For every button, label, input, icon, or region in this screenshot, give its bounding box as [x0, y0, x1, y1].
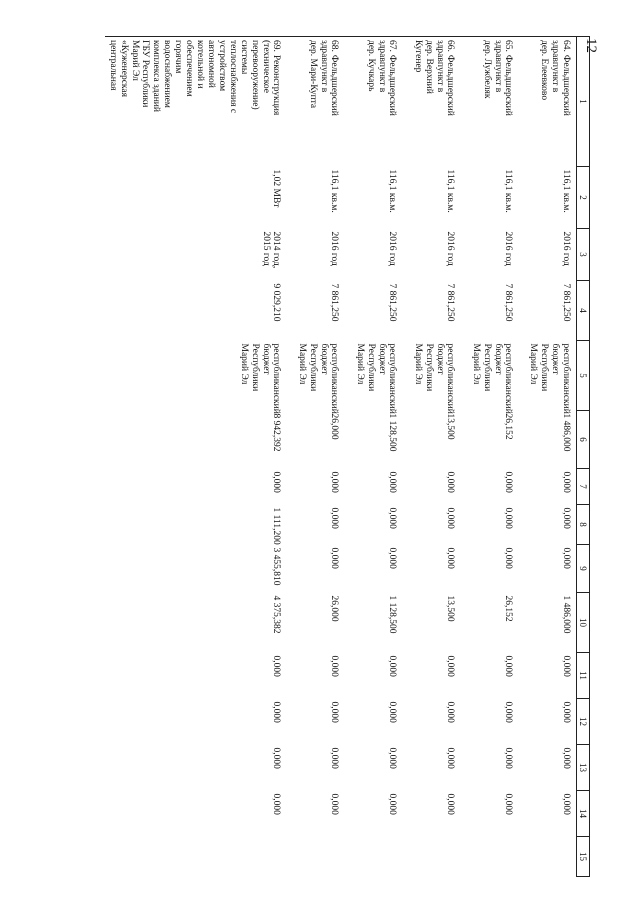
object-name-line: горячим [173, 40, 184, 74]
object-name-line: обеспечением [184, 40, 195, 97]
amount-c12 [287, 653, 345, 699]
object-name-line: Фельдшерский [561, 54, 571, 116]
object-name-line: котельной и [195, 40, 206, 89]
amount-value: 0,000 [387, 655, 398, 677]
table-row [519, 37, 577, 877]
column-number-13: 13 [577, 745, 590, 791]
cost-cell-value: 7 861,250 [387, 283, 398, 322]
funding-source-line: Марий Эл [470, 343, 481, 385]
cost-cell-value: 7 861,250 [503, 283, 514, 322]
period-cell-value: 2016 год [503, 231, 514, 266]
amount-c14 [105, 745, 287, 791]
amount-value: 0,000 [445, 471, 456, 493]
object-name-line: теплоснабжения с [227, 40, 238, 114]
object-name-cell [519, 37, 577, 167]
object-name-line: здравпункт в [376, 40, 387, 93]
amount-c9 [519, 505, 577, 545]
capacity-cell-value: 116,1 кв.м. [387, 169, 398, 213]
funding-source-line: Республики [539, 343, 550, 392]
amount-c8 [287, 469, 345, 505]
funding-source-line: бюджет [318, 343, 329, 375]
column-number-7: 7 [577, 469, 590, 505]
object-name-cell [461, 37, 519, 167]
period-cell [105, 229, 287, 281]
amount-value: 3 455,810 [271, 547, 282, 586]
table-row [403, 37, 461, 877]
amount-c7 [105, 411, 287, 469]
funding-source-line: бюджет [550, 343, 561, 375]
amount-c7 [287, 411, 345, 469]
column-number-1: 1 [577, 37, 590, 167]
cost-cell-value: 7 861,250 [445, 283, 456, 322]
amount-value: 0,000 [503, 507, 514, 529]
amount-c13 [519, 699, 577, 745]
page-number: 12 [583, 38, 599, 53]
amount-value: 0,000 [271, 471, 282, 493]
object-name-line: здравпункт в [550, 40, 561, 93]
amount-value: 0,000 [271, 701, 282, 723]
object-name-line: системы [238, 40, 249, 75]
amount-c11 [519, 593, 577, 653]
amount-value: 0,000 [387, 701, 398, 723]
row-number: 67. [387, 40, 398, 52]
amount-value: 0,000 [329, 471, 340, 493]
amount-c15 [345, 791, 403, 837]
amount-c9 [403, 505, 461, 545]
table-row [287, 37, 345, 877]
amount-c14 [461, 745, 519, 791]
amount-c10 [345, 545, 403, 593]
object-name-line: Фельдшерский [445, 54, 456, 116]
amount-c13 [105, 699, 287, 745]
column-number-10: 10 [577, 593, 590, 653]
amount-value: 0,000 [387, 793, 398, 815]
amount-value: 0,000 [271, 747, 282, 769]
capacity-cell-value: 116,1 кв.м. [561, 169, 571, 213]
amount-c15 [287, 791, 345, 837]
amount-value: 0,000 [329, 747, 340, 769]
table-row [105, 37, 287, 877]
amount-c13 [287, 699, 345, 745]
object-name-line: автономной [205, 40, 216, 88]
funding-source-line: республиканский [561, 343, 571, 414]
object-name-line: Кугенер [412, 40, 423, 73]
object-name-line: (техническое [260, 40, 271, 93]
amount-c15 [519, 791, 577, 837]
period-cell [345, 229, 403, 281]
amount-c13 [403, 699, 461, 745]
cost-cell [461, 281, 519, 341]
cost-cell [519, 281, 577, 341]
object-name-line: Марий Эл [129, 40, 140, 81]
amount-value: 0,000 [329, 547, 340, 569]
cost-cell-value: 7 861,250 [561, 283, 571, 322]
object-name-line: центральная [107, 40, 118, 91]
amount-value: 1 486,000 [561, 595, 571, 634]
amount-c15 [403, 791, 461, 837]
object-name-line: комплекса зданий [151, 40, 162, 112]
budget-table [105, 36, 590, 877]
funding-source-line: республиканский [271, 343, 282, 414]
capacity-cell [287, 167, 345, 229]
funding-source-cell [105, 341, 287, 414]
amount-value: 1 486,000 [561, 413, 571, 452]
object-name-line: ГБУ Республики [140, 40, 151, 108]
amount-value: 8 942,392 [271, 413, 282, 452]
object-name-line: Фельдшерский [387, 54, 398, 116]
amount-value: 0,000 [271, 793, 282, 815]
funding-source-line: Марий Эл [354, 343, 365, 385]
amount-value: 0,000 [503, 547, 514, 569]
capacity-cell-value: 1,02 МВт [271, 169, 282, 208]
funding-source-line: Республики [307, 343, 318, 392]
amount-value: 26,000 [329, 595, 340, 622]
amount-c14 [519, 745, 577, 791]
column-number-8: 8 [577, 505, 590, 545]
amount-c12 [403, 653, 461, 699]
amount-c8 [403, 469, 461, 505]
period-cell-value: 2016 год [445, 231, 456, 266]
capacity-cell [105, 167, 287, 229]
funding-source-cell [287, 341, 345, 414]
amount-c12 [461, 653, 519, 699]
amount-c8 [461, 469, 519, 505]
column-number-4: 4 [577, 281, 590, 341]
amount-c12 [519, 653, 577, 699]
column-number-3: 3 [577, 229, 590, 281]
amount-c13 [461, 699, 519, 745]
amount-c8 [519, 469, 577, 505]
amount-c12 [345, 653, 403, 699]
object-name-cell [345, 37, 403, 167]
row-number: 69. [271, 40, 282, 52]
amount-c15 [461, 791, 519, 837]
amount-value: 1 128,500 [387, 595, 398, 634]
amount-c12 [105, 653, 287, 699]
column-number-15: 15 [577, 837, 590, 877]
table-row [461, 37, 519, 877]
amount-value: 26,000 [329, 413, 340, 440]
amount-c9 [345, 505, 403, 545]
capacity-cell [345, 167, 403, 229]
cost-cell-value: 7 861,250 [329, 283, 340, 322]
cost-cell [287, 281, 345, 341]
object-name-cell [403, 37, 461, 167]
object-name-cell [287, 37, 345, 167]
table-body [105, 37, 577, 877]
object-name-line: Фельдшерский [503, 54, 514, 116]
capacity-cell-value: 116,1 кв.м. [329, 169, 340, 213]
amount-value: 26,152 [503, 595, 514, 622]
row-number: 64. [561, 40, 571, 52]
capacity-cell [519, 167, 577, 229]
amount-c14 [345, 745, 403, 791]
funding-source-line: Республики [365, 343, 376, 392]
amount-c14 [287, 745, 345, 791]
funding-source-cell [403, 341, 461, 414]
object-name-line: Фельдшерский [329, 54, 340, 116]
amount-value: 13,500 [445, 413, 456, 440]
funding-source-line: республиканский [387, 343, 398, 414]
object-name-line: здравпункт в [318, 40, 329, 93]
amount-value: 0,000 [445, 701, 456, 723]
amount-c8 [105, 469, 287, 505]
amount-value: 13,500 [445, 595, 456, 622]
amount-value: 0,000 [503, 793, 514, 815]
document-sheet [107, 36, 590, 876]
period-cell-value: 2016 год [561, 231, 571, 266]
amount-value: 0,000 [445, 747, 456, 769]
column-number-6: 6 [577, 411, 590, 469]
amount-value: 0,000 [445, 507, 456, 529]
funding-source-line: Марий Эл [528, 343, 539, 385]
amount-c10 [461, 545, 519, 593]
period-cell [461, 229, 519, 281]
object-name-line: здравпункт в [492, 40, 503, 93]
amount-value: 0,000 [561, 655, 571, 677]
amount-value: 0,000 [329, 793, 340, 815]
amount-value: 0,000 [503, 701, 514, 723]
object-name-line: дер. Верхний [423, 40, 434, 94]
funding-source-line: бюджет [492, 343, 503, 375]
column-number-12: 12 [577, 699, 590, 745]
cost-cell [345, 281, 403, 341]
column-number-row [577, 37, 590, 877]
amount-value: 0,000 [445, 793, 456, 815]
funding-source-line: бюджет [434, 343, 445, 375]
funding-source-cell [519, 341, 577, 414]
amount-c11 [287, 593, 345, 653]
amount-c10 [403, 545, 461, 593]
amount-value: 0,000 [503, 471, 514, 493]
amount-value: 0,000 [445, 655, 456, 677]
amount-value: 0,000 [329, 507, 340, 529]
period-cell-value: 2014 год, 2015 год [260, 231, 282, 269]
funding-source-line: бюджет [376, 343, 387, 375]
capacity-cell-value: 116,1 кв.м. [445, 169, 456, 213]
capacity-cell [461, 167, 519, 229]
amount-c9 [461, 505, 519, 545]
row-number: 68. [329, 40, 340, 52]
amount-c7 [403, 411, 461, 469]
amount-value: 0,000 [329, 701, 340, 723]
amount-c9 [287, 505, 345, 545]
amount-c10 [287, 545, 345, 593]
funding-source-line: Марий Эл [296, 343, 307, 385]
amount-c7 [345, 411, 403, 469]
object-name-line: устройством [216, 40, 227, 92]
amount-value: 0,000 [503, 747, 514, 769]
funding-source-line: Республики [481, 343, 492, 392]
capacity-cell-value: 116,1 кв.м. [503, 169, 514, 213]
amount-c10 [105, 545, 287, 593]
amount-value: 0,000 [387, 547, 398, 569]
cost-cell [105, 281, 287, 341]
object-name-line: дер. Лужбеляк [481, 40, 492, 99]
object-name-line: водоснабжением [162, 40, 173, 108]
funding-source-line: бюджет [260, 343, 271, 375]
amount-value: 0,000 [561, 793, 571, 815]
period-cell [403, 229, 461, 281]
amount-c7 [461, 411, 519, 469]
amount-c8 [345, 469, 403, 505]
amount-value: 1 128,500 [387, 413, 398, 452]
period-cell [287, 229, 345, 281]
funding-source-cell [461, 341, 519, 414]
object-name-line: «Куженерская [118, 40, 129, 97]
column-number-14: 14 [577, 791, 590, 837]
amount-c11 [345, 593, 403, 653]
amount-value: 0,000 [561, 471, 571, 493]
object-name-line: дер. Мари-Купта [307, 40, 318, 109]
funding-source-line: Республики [423, 343, 434, 392]
funding-source-line: республиканский [329, 343, 340, 414]
column-number-5: 5 [577, 341, 590, 411]
column-number-2: 2 [577, 167, 590, 229]
amount-value: 0,000 [503, 655, 514, 677]
amount-c11 [461, 593, 519, 653]
amount-c9 [105, 505, 287, 545]
object-name-cell [105, 37, 287, 167]
amount-value: 0,000 [561, 701, 571, 723]
funding-source-cell [345, 341, 403, 414]
period-cell [519, 229, 577, 281]
period-cell-value: 2016 год [387, 231, 398, 266]
funding-source-line: республиканский [445, 343, 456, 414]
amount-c14 [403, 745, 461, 791]
row-number: 65. [503, 40, 514, 52]
row-number: 66. [445, 40, 456, 52]
amount-value: 0,000 [561, 507, 571, 529]
column-number-9: 9 [577, 545, 590, 593]
funding-source-line: Марий Эл [412, 343, 423, 385]
amount-value: 0,000 [445, 547, 456, 569]
amount-value: 0,000 [387, 471, 398, 493]
cost-cell-value: 9 029,210 [271, 283, 282, 322]
amount-value: 4 375,382 [271, 595, 282, 634]
object-name-line: дер. Кучкарь [365, 40, 376, 92]
amount-value: 0,000 [329, 655, 340, 677]
column-number-11: 11 [577, 653, 590, 699]
amount-c13 [345, 699, 403, 745]
object-name-line: Реконструкция [271, 54, 282, 116]
amount-value: 0,000 [271, 655, 282, 677]
funding-source-line: Марий Эл [238, 343, 249, 385]
amount-c7 [519, 411, 577, 469]
amount-value: 0,000 [387, 747, 398, 769]
object-name-line: здравпункт в [434, 40, 445, 93]
capacity-cell [403, 167, 461, 229]
period-cell-value: 2016 год [329, 231, 340, 266]
cost-cell [403, 281, 461, 341]
amount-c11 [105, 593, 287, 653]
table-row [345, 37, 403, 877]
amount-value: 0,000 [387, 507, 398, 529]
funding-source-line: республиканский [503, 343, 514, 414]
amount-value: 0,000 [561, 547, 571, 569]
funding-source-line: Республики [249, 343, 260, 392]
amount-c10 [519, 545, 577, 593]
amount-value: 26,152 [503, 413, 514, 440]
amount-c15 [105, 791, 287, 837]
amount-value: 0,000 [561, 747, 571, 769]
object-name-line: дер. Елеевково [539, 40, 550, 101]
amount-c11 [403, 593, 461, 653]
object-name-line: перевооружение) [249, 40, 260, 110]
amount-value: 1 111,200 [271, 507, 282, 545]
